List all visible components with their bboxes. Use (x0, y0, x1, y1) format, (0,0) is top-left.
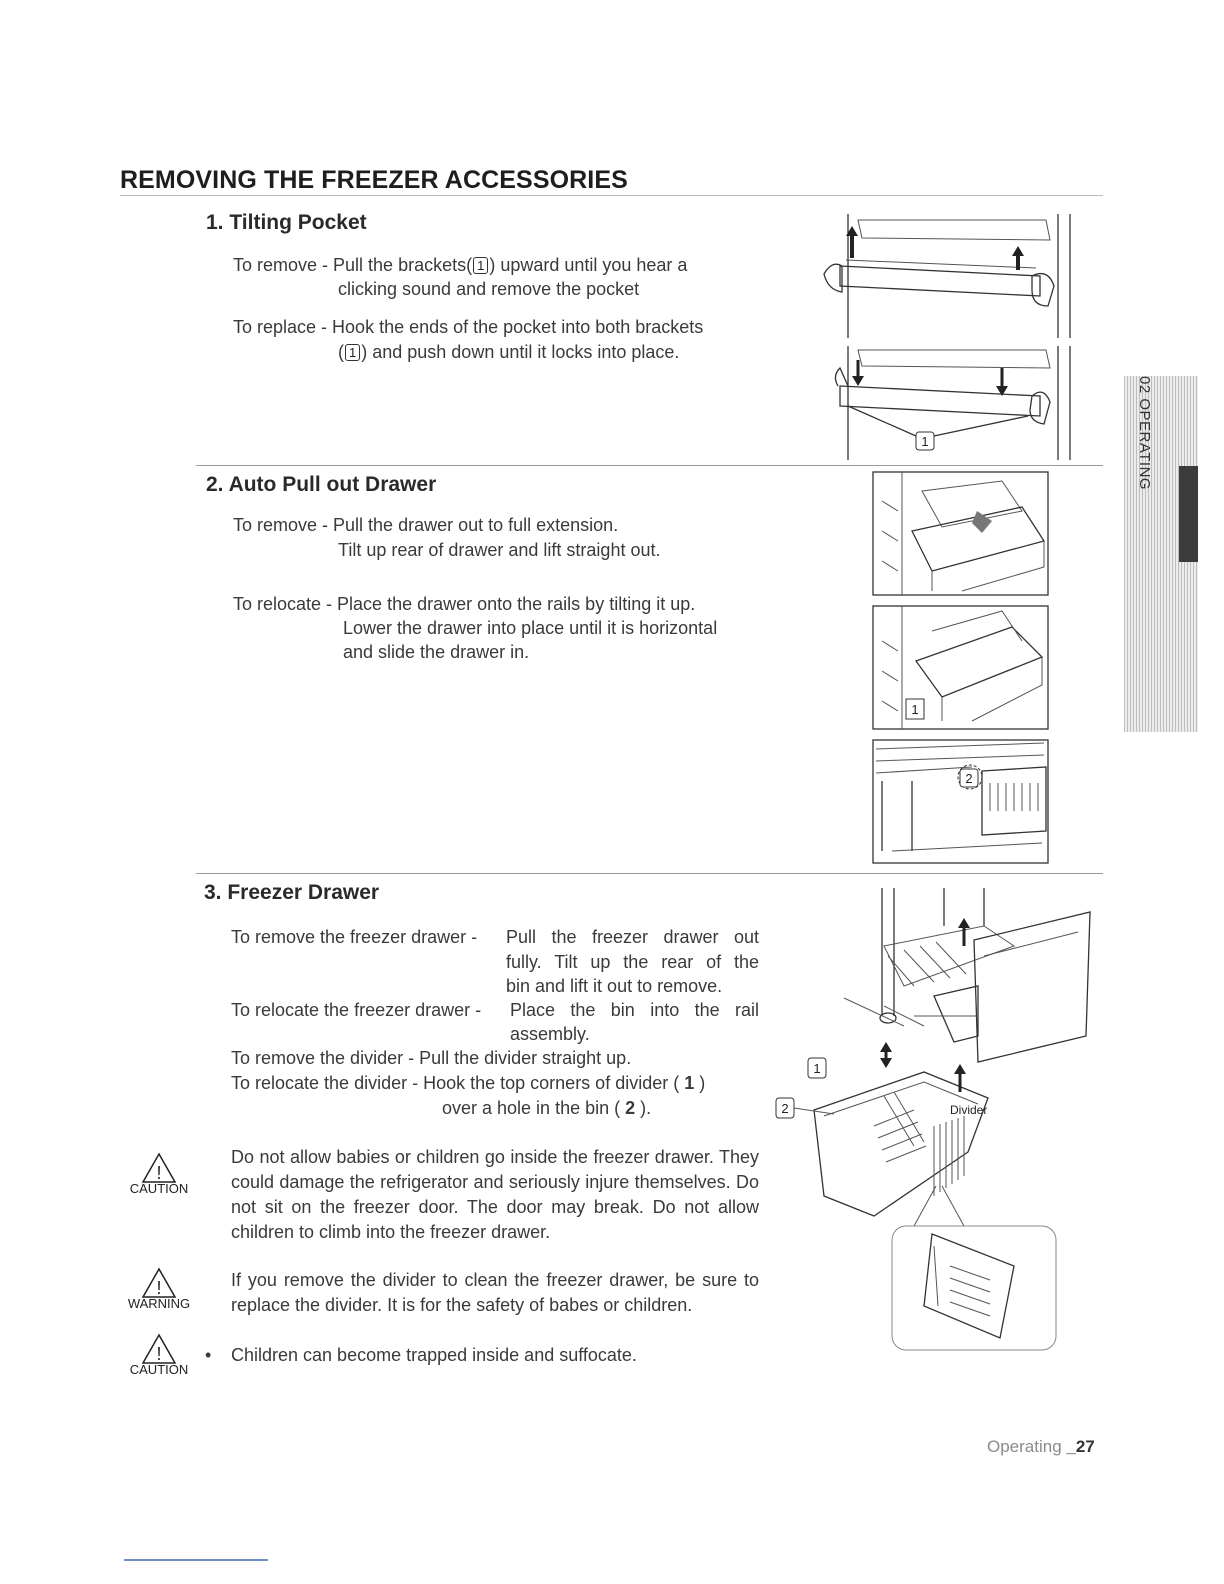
section-divider (196, 873, 1103, 874)
freezer-remove-line-3: bin and lift it out to remove. (506, 976, 723, 996)
caution-icon (141, 1152, 177, 1184)
tilting-replace-line-2: ( 1 ) and push down until it locks into place. (338, 342, 680, 362)
svg-text:!: ! (156, 1344, 162, 1364)
drawer-relocate-line-2: Lower the drawer into place until it is horizontal (343, 618, 718, 638)
caution-text-children: Do not allow babies or children go inside the freezer drawer. They could damage the refrigerator and seriously injure themselves. Do not sit on the freezer door. The door may break. Do not allow children to climb into the freezer drawer. (231, 1147, 759, 1242)
chapter-tab-marker (1179, 466, 1198, 562)
freezer-remove-line-2: fully. Tilt up the rear of the (506, 952, 759, 972)
freezer-relocate-label: To relocate the freezer drawer - (231, 1000, 482, 1020)
section-title-tilting-pocket: 1. Tilting Pocket (206, 211, 367, 234)
figure-callout-1: 1 (921, 434, 929, 449)
page-footer: Operating _27 (987, 1437, 1095, 1456)
freezer-remove-label: To remove the freezer drawer - (231, 927, 478, 947)
page-number: _27 (1066, 1437, 1095, 1456)
title-divider (120, 195, 1103, 196)
drawer-remove-line-1: To remove - Pull the drawer out to full extension. (233, 515, 619, 535)
figure-callout-1: 1 (813, 1061, 821, 1076)
auto-drawer-illustration (872, 471, 1050, 864)
freezer-drawer-illustration (764, 886, 1100, 1354)
page-title: REMOVING THE FREEZER ACCESSORIES (120, 166, 628, 194)
section-title-freezer-drawer: 3. Freezer Drawer (204, 881, 380, 904)
tilting-pocket-illustration (818, 210, 1078, 462)
caution-label: CAUTION (129, 1181, 189, 1196)
figure-callout-2: 2 (781, 1101, 789, 1116)
svg-text:!: ! (156, 1163, 162, 1183)
caution-bullet: • (205, 1345, 212, 1365)
bottom-rule (124, 1559, 268, 1561)
drawer-relocate-line-3: and slide the drawer in. (343, 642, 530, 662)
callout-number-1: 1 (473, 257, 488, 274)
freezer-relocate-line-2: assembly. (510, 1024, 590, 1044)
chapter-tab-label: 02 OPERATING (1136, 376, 1153, 491)
freezer-remove-line-1: Pull the freezer drawer out (506, 927, 759, 947)
callout-number-1: 1 (345, 344, 360, 361)
figure-divider-label: Divider (950, 1103, 988, 1117)
divider-relocate-line-1: To relocate the divider - Hook the top corners of divider ( 1 ) (231, 1073, 706, 1093)
section-title-auto-pull-out-drawer: 2. Auto Pull out Drawer (206, 473, 437, 496)
warning-text-divider: If you remove the divider to clean the freezer drawer, be sure to replace the divider. It is for the safety of babes or children. (231, 1270, 759, 1315)
divider-relocate-line-2: over a hole in the bin ( 2 ). (442, 1098, 652, 1118)
warning-icon (141, 1267, 177, 1299)
figure-callout-1: 1 (911, 702, 919, 717)
tilting-replace-line-1: To replace - Hook the ends of the pocket into both brackets (233, 317, 704, 337)
caution-label: CAUTION (129, 1362, 189, 1377)
divider-remove-line: To remove the divider - Pull the divider straight up. (231, 1048, 632, 1068)
caution-icon (141, 1333, 177, 1365)
section-divider (196, 465, 1103, 466)
svg-text:!: ! (156, 1278, 162, 1298)
drawer-remove-line-2: Tilt up rear of drawer and lift straight out. (338, 540, 661, 560)
freezer-relocate-line-1: Place the bin into the rail (510, 1000, 759, 1020)
tilting-remove-line-2: clicking sound and remove the pocket (338, 279, 640, 299)
warning-label: WARNING (127, 1296, 191, 1311)
caution-text-suffocate: Children can become trapped inside and suffocate. (231, 1345, 637, 1365)
figure-callout-2: 2 (965, 771, 973, 786)
drawer-relocate-line-1: To relocate - Place the drawer onto the rails by tilting it up. (233, 594, 696, 614)
tilting-remove-line-1: To remove - Pull the brackets( 1 ) upward until you hear a (233, 255, 688, 275)
